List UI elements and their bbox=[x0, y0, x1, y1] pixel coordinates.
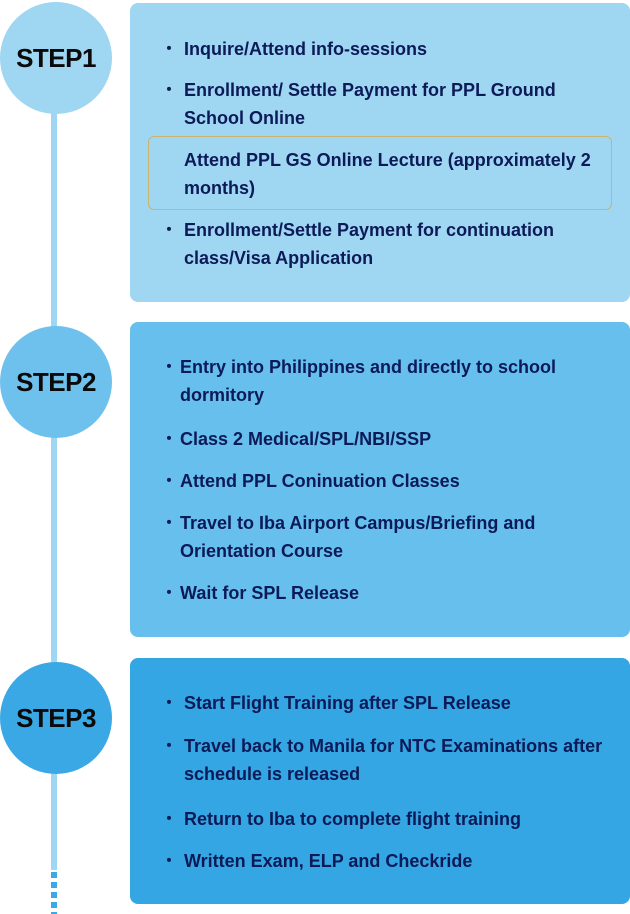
bullet-icon: ・ bbox=[160, 583, 178, 603]
step1-panel bbox=[130, 3, 630, 302]
step3-item-4: ・ Written Exam, ELP and Checkride bbox=[150, 847, 612, 875]
step2-item-5: ・ Wait for SPL Release bbox=[150, 579, 612, 607]
step3-circle bbox=[0, 662, 112, 774]
step1-item-1: ・ Inquire/Attend info-sessions bbox=[150, 35, 612, 63]
step1-item-3: Attend PPL GS Online Lecture (approximately 2 months) bbox=[184, 150, 591, 198]
step1-circle bbox=[0, 2, 112, 114]
step1-label: STEP1 bbox=[16, 42, 96, 73]
step3-item-1: ・ Start Flight Training after SPL Release bbox=[150, 689, 612, 717]
step3-item-2: ・ Travel back to Manila for NTC Examinations after schedule is released bbox=[150, 732, 612, 788]
step2-label: STEP2 bbox=[16, 366, 96, 397]
step2-item-3: ・ Attend PPL Coninuation Classes bbox=[150, 467, 612, 495]
bullet-icon: ・ bbox=[160, 693, 178, 713]
bullet-icon: ・ bbox=[160, 736, 178, 756]
step2-item-2: ・ Class 2 Medical/SPL/NBI/SSP bbox=[150, 425, 612, 453]
bullet-icon: ・ bbox=[160, 357, 178, 377]
timeline-continuation-dots bbox=[51, 872, 57, 914]
bullet-icon: ・ bbox=[160, 80, 178, 100]
bullet-icon: ・ bbox=[160, 809, 178, 829]
step1-item-2: ・ Enrollment/ Settle Payment for PPL Ground School Online bbox=[150, 76, 612, 132]
step1-item-4: ・ Enrollment/Settle Payment for continuation class/Visa Application bbox=[150, 216, 612, 272]
bullet-icon: ・ bbox=[160, 220, 178, 240]
step3-panel bbox=[130, 658, 630, 904]
step2-panel bbox=[130, 322, 630, 637]
bullet-icon: ・ bbox=[160, 471, 178, 491]
bullet-icon: ・ bbox=[160, 39, 178, 59]
step2-item-1: ・ Entry into Philippines and directly to school dormitory bbox=[150, 353, 612, 409]
bullet-icon: ・ bbox=[160, 513, 178, 533]
step3-label: STEP3 bbox=[16, 702, 96, 733]
bullet-icon: ・ bbox=[160, 851, 178, 871]
step3-item-3: ・ Return to Iba to complete flight training bbox=[150, 805, 612, 833]
bullet-icon: ・ bbox=[160, 429, 178, 449]
step2-circle bbox=[0, 326, 112, 438]
step2-item-4: ・ Travel to Iba Airport Campus/Briefing and Orientation Course bbox=[150, 509, 612, 565]
